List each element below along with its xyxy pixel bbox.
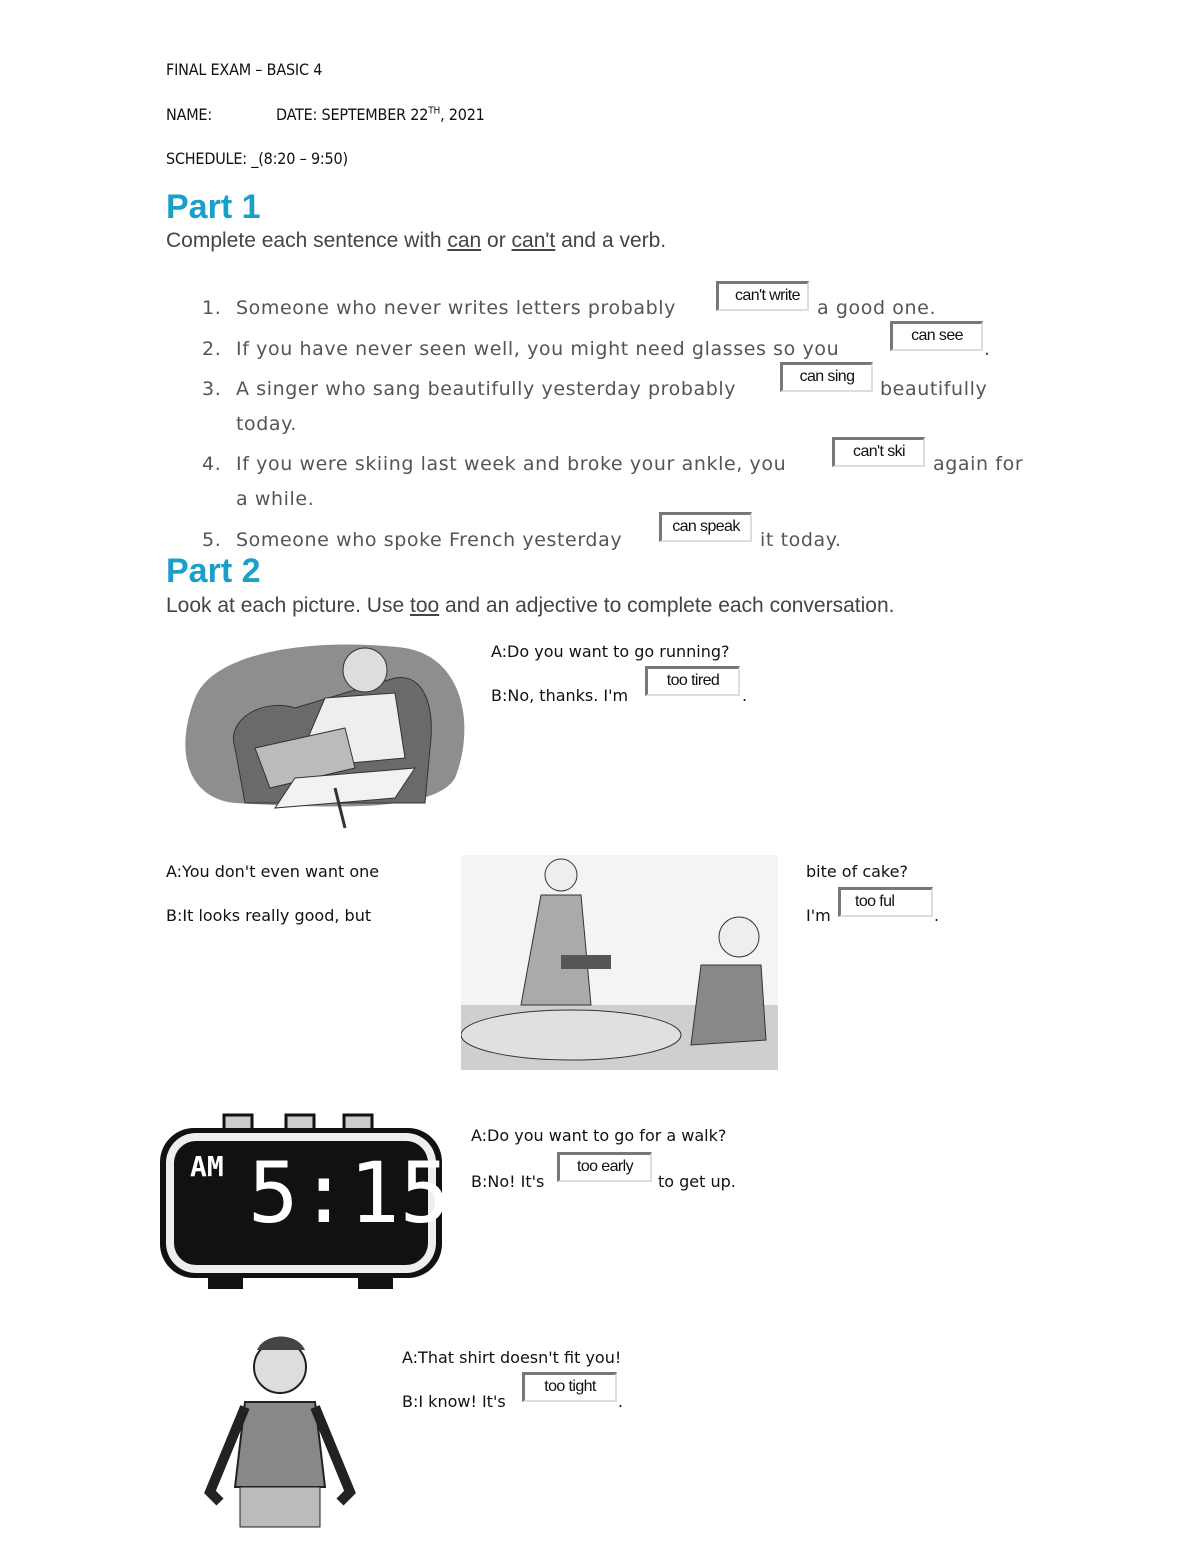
question-text: Someone who never writes letters probably: [236, 297, 677, 319]
cake-scene-image: [461, 855, 778, 1070]
answer-field-tired[interactable]: too tired: [645, 666, 740, 696]
question-number: 4.: [202, 453, 222, 475]
dialog-end: .: [618, 1392, 624, 1411]
instr-text: Complete each sentence with: [166, 229, 448, 252]
dialog-line-b-cont: I'm: [806, 906, 831, 925]
question-text-after: again for: [933, 453, 1024, 475]
answer-field-1[interactable]: can't write: [716, 281, 809, 311]
dialog-line-a: A:You don't even want one: [166, 862, 380, 881]
dialog-line-b: B:I know! It's: [402, 1392, 506, 1411]
date-label: [276, 105, 485, 124]
tight-shirt-man-image: [185, 1332, 375, 1537]
question-number: 3.: [202, 378, 222, 400]
instr-can: can: [447, 229, 482, 252]
instr-text: and a verb.: [555, 229, 667, 252]
clock-time: 5:15: [248, 1144, 451, 1242]
instr-text: Look at each picture. Use: [166, 594, 410, 617]
schedule-label: SCHEDULE: _(8:20 – 9:50): [166, 149, 348, 168]
tired-man-image: [175, 638, 467, 838]
dialog-line-a: A:That shirt doesn't fit you!: [402, 1348, 622, 1367]
part2-heading: Part 2: [166, 552, 261, 590]
question-text-after: a good one.: [817, 297, 937, 319]
dialog-line-b: B:No! It's: [471, 1172, 545, 1191]
dialog-line-a: A:Do you want to go running?: [491, 642, 730, 661]
dialog-line-a: A:Do you want to go for a walk?: [471, 1126, 727, 1145]
answer-field-full[interactable]: too ful: [838, 887, 933, 917]
dialog-line-a-cont: bite of cake?: [806, 862, 908, 881]
answer-field-4[interactable]: can't ski: [832, 437, 925, 467]
question-text-after: beautifully: [880, 378, 988, 400]
question-text-after: it today.: [760, 529, 842, 551]
question-text: If you were skiing last week and broke your ankle, you: [236, 453, 787, 475]
dialog-line-b: B:No, thanks. I'm: [491, 686, 629, 705]
dialog-end: .: [934, 906, 940, 925]
question-text-cont: today.: [236, 413, 297, 435]
clock-ampm: AM: [190, 1150, 224, 1183]
date-year: , 2021: [440, 105, 485, 124]
instr-text: or: [481, 229, 512, 252]
part1-instructions: [166, 229, 666, 253]
dialog-end: .: [742, 686, 748, 705]
answer-field-3[interactable]: can sing: [780, 362, 873, 392]
date-sup: TH: [428, 105, 441, 117]
question-text: Someone who spoke French yesterday: [236, 529, 623, 551]
answer-field-2[interactable]: can see: [890, 321, 983, 351]
instr-text: and an adjective to complete each conversation.: [439, 594, 895, 617]
part2-instructions: [166, 594, 894, 618]
part1-heading: Part 1: [166, 188, 261, 226]
dialog-line-b: B:It looks really good, but: [166, 906, 372, 925]
instr-cant: can't: [511, 229, 556, 252]
answer-field-5[interactable]: can speak: [659, 512, 752, 542]
answer-field-early[interactable]: too early: [557, 1152, 652, 1182]
question-number: 1.: [202, 297, 222, 319]
question-text: If you have never seen well, you might need glasses so you: [236, 338, 840, 360]
question-number: 2.: [202, 338, 222, 360]
name-label: NAME:: [166, 105, 212, 124]
question-text-cont: a while.: [236, 488, 315, 510]
date-text: DATE: SEPTEMBER 22: [276, 105, 429, 124]
question-text-after: .: [984, 338, 991, 360]
exam-title: FINAL EXAM – BASIC 4: [166, 60, 323, 79]
instr-too: too: [409, 594, 440, 617]
answer-field-tight[interactable]: too tight: [522, 1372, 617, 1402]
question-text: A singer who sang beautifully yesterday probably: [236, 378, 737, 400]
question-number: 5.: [202, 529, 222, 551]
dialog-end: to get up.: [658, 1172, 736, 1191]
